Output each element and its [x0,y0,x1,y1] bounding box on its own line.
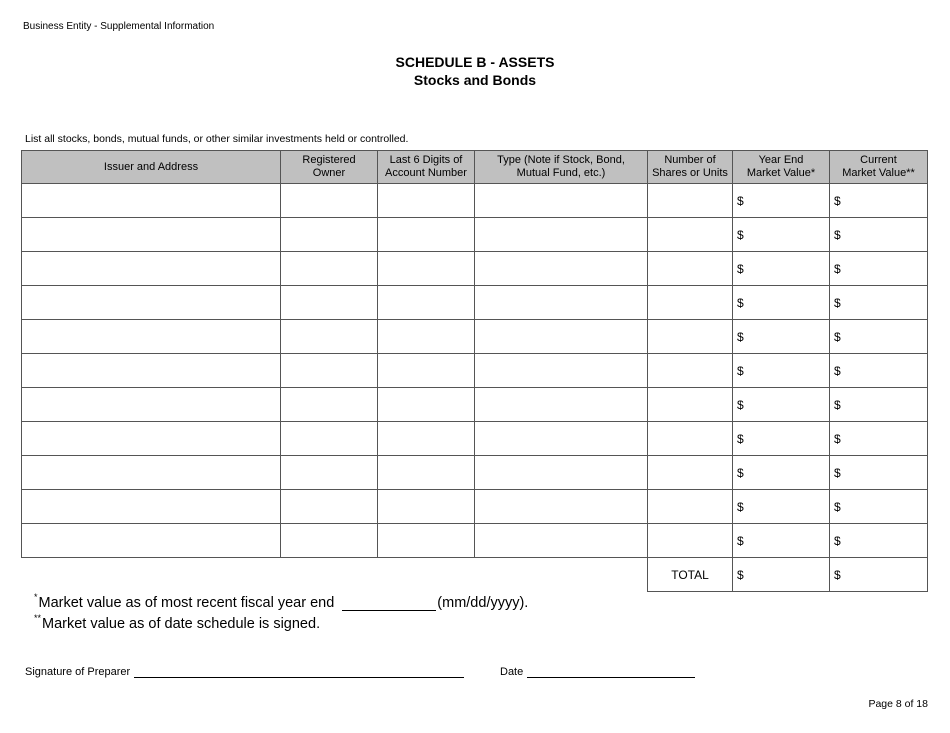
account-number-cell[interactable] [378,184,475,218]
registered-owner-cell[interactable] [281,524,378,558]
account-number-cell[interactable] [378,286,475,320]
table-row [22,184,928,218]
issuer-address-cell[interactable] [22,354,281,388]
date-format-hint: (mm/dd/yyyy). [437,595,529,611]
registered-owner-cell[interactable] [281,218,378,252]
total-current-value-cell[interactable]: $ [830,558,928,592]
current-value-cell[interactable]: $ [830,286,928,320]
assets-table [21,150,928,592]
signature-field[interactable] [134,666,464,678]
issuer-address-cell[interactable] [22,320,281,354]
current-value-cell[interactable]: $ [830,456,928,490]
registered-owner-cell[interactable] [281,320,378,354]
table-row [22,320,928,354]
type-cell[interactable] [475,286,648,320]
date-field[interactable] [527,666,695,678]
registered-owner-cell[interactable] [281,490,378,524]
table-row [22,252,928,286]
shares-units-cell[interactable] [648,252,733,286]
instructions-text: List all stocks, bonds, mutual funds, or other similar investments held or controlled. [25,133,409,145]
registered-owner-cell[interactable] [281,456,378,490]
current-value-cell[interactable]: $ [830,490,928,524]
document-header-label: Business Entity - Supplemental Information [23,21,215,32]
table-row [22,218,928,252]
shares-units-cell[interactable] [648,422,733,456]
table-row [22,354,928,388]
type-cell[interactable] [475,218,648,252]
current-value-cell[interactable]: $ [830,320,928,354]
shares-units-cell[interactable] [648,490,733,524]
type-cell[interactable] [475,252,648,286]
type-cell[interactable] [475,354,648,388]
table-header-row [22,151,928,184]
year-end-value-cell[interactable]: $ [733,422,830,456]
issuer-address-cell[interactable] [22,490,281,524]
col-header-current-value: Current Market Value** [830,151,928,184]
year-end-value-cell[interactable]: $ [733,184,830,218]
table-row [22,286,928,320]
year-end-value-cell[interactable]: $ [733,252,830,286]
page-subtitle: Stocks and Bonds [413,72,537,88]
total-row [22,558,928,592]
account-number-cell[interactable] [378,252,475,286]
year-end-value-cell[interactable]: $ [733,320,830,354]
type-cell[interactable] [475,456,648,490]
current-value-cell[interactable]: $ [830,218,928,252]
account-number-cell[interactable] [378,456,475,490]
issuer-address-cell[interactable] [22,252,281,286]
footnote-current-text: Market value as of date schedule is signed. [42,616,321,632]
col-header-account-number: Last 6 Digits of Account Number [378,151,475,184]
date-label: Date [500,666,524,678]
col-header-issuer-address: Issuer and Address [22,151,281,184]
registered-owner-cell[interactable] [281,286,378,320]
registered-owner-cell[interactable] [281,184,378,218]
issuer-address-cell[interactable] [22,286,281,320]
table-row [22,490,928,524]
account-number-cell[interactable] [378,422,475,456]
current-value-cell[interactable]: $ [830,184,928,218]
date-block [500,666,695,678]
page-number: Page 8 of 18 [868,698,928,710]
issuer-address-cell[interactable] [22,388,281,422]
issuer-address-cell[interactable] [22,524,281,558]
footnote-year-end-text: Market value as of most recent fiscal year end [38,595,335,611]
year-end-value-cell[interactable]: $ [733,286,830,320]
registered-owner-cell[interactable] [281,388,378,422]
account-number-cell[interactable] [378,388,475,422]
issuer-address-cell[interactable] [22,218,281,252]
account-number-cell[interactable] [378,320,475,354]
year-end-value-cell[interactable]: $ [733,354,830,388]
year-end-value-cell[interactable]: $ [733,456,830,490]
total-label: TOTAL [648,558,733,592]
footnote-marker-double: ** [34,613,42,623]
current-value-cell[interactable]: $ [830,252,928,286]
issuer-address-cell[interactable] [22,184,281,218]
type-cell[interactable] [475,320,648,354]
current-value-cell[interactable]: $ [830,354,928,388]
current-value-cell[interactable]: $ [830,422,928,456]
shares-units-cell[interactable] [648,456,733,490]
type-cell[interactable] [475,388,648,422]
col-header-registered-owner: Registered Owner [281,151,378,184]
table-row [22,422,928,456]
current-value-cell[interactable]: $ [830,524,928,558]
type-cell[interactable] [475,524,648,558]
issuer-address-cell[interactable] [22,456,281,490]
account-number-cell[interactable] [378,354,475,388]
registered-owner-cell[interactable] [281,422,378,456]
total-year-end-value-cell[interactable]: $ [733,558,830,592]
type-cell[interactable] [475,422,648,456]
col-header-shares-units: Number of Shares or Units [648,151,733,184]
registered-owner-cell[interactable] [281,354,378,388]
shares-units-cell[interactable] [648,184,733,218]
fiscal-year-end-date-field[interactable] [342,596,436,611]
account-number-cell[interactable] [378,524,475,558]
account-number-cell[interactable] [378,218,475,252]
year-end-value-cell[interactable]: $ [733,218,830,252]
type-cell[interactable] [475,184,648,218]
year-end-value-cell[interactable]: $ [733,388,830,422]
year-end-value-cell[interactable]: $ [733,524,830,558]
footnote-marker-single: * [34,592,38,602]
signature-block [25,666,464,678]
shares-units-cell[interactable] [648,354,733,388]
col-header-type: Type (Note if Stock, Bond, Mutual Fund, etc.) [475,151,648,184]
footnote-year-end [34,592,529,611]
shares-units-cell[interactable] [648,218,733,252]
footnote-current [34,613,321,632]
col-header-year-end-value: Year End Market Value* [733,151,830,184]
table-row [22,524,928,558]
page-title: SCHEDULE B - ASSETS [395,54,555,70]
shares-units-cell[interactable] [648,320,733,354]
signature-label: Signature of Preparer [25,666,131,678]
table-row [22,456,928,490]
issuer-address-cell[interactable] [22,422,281,456]
year-end-value-cell[interactable]: $ [733,490,830,524]
shares-units-cell[interactable] [648,286,733,320]
account-number-cell[interactable] [378,490,475,524]
registered-owner-cell[interactable] [281,252,378,286]
shares-units-cell[interactable] [648,388,733,422]
shares-units-cell[interactable] [648,524,733,558]
type-cell[interactable] [475,490,648,524]
table-row [22,388,928,422]
current-value-cell[interactable]: $ [830,388,928,422]
